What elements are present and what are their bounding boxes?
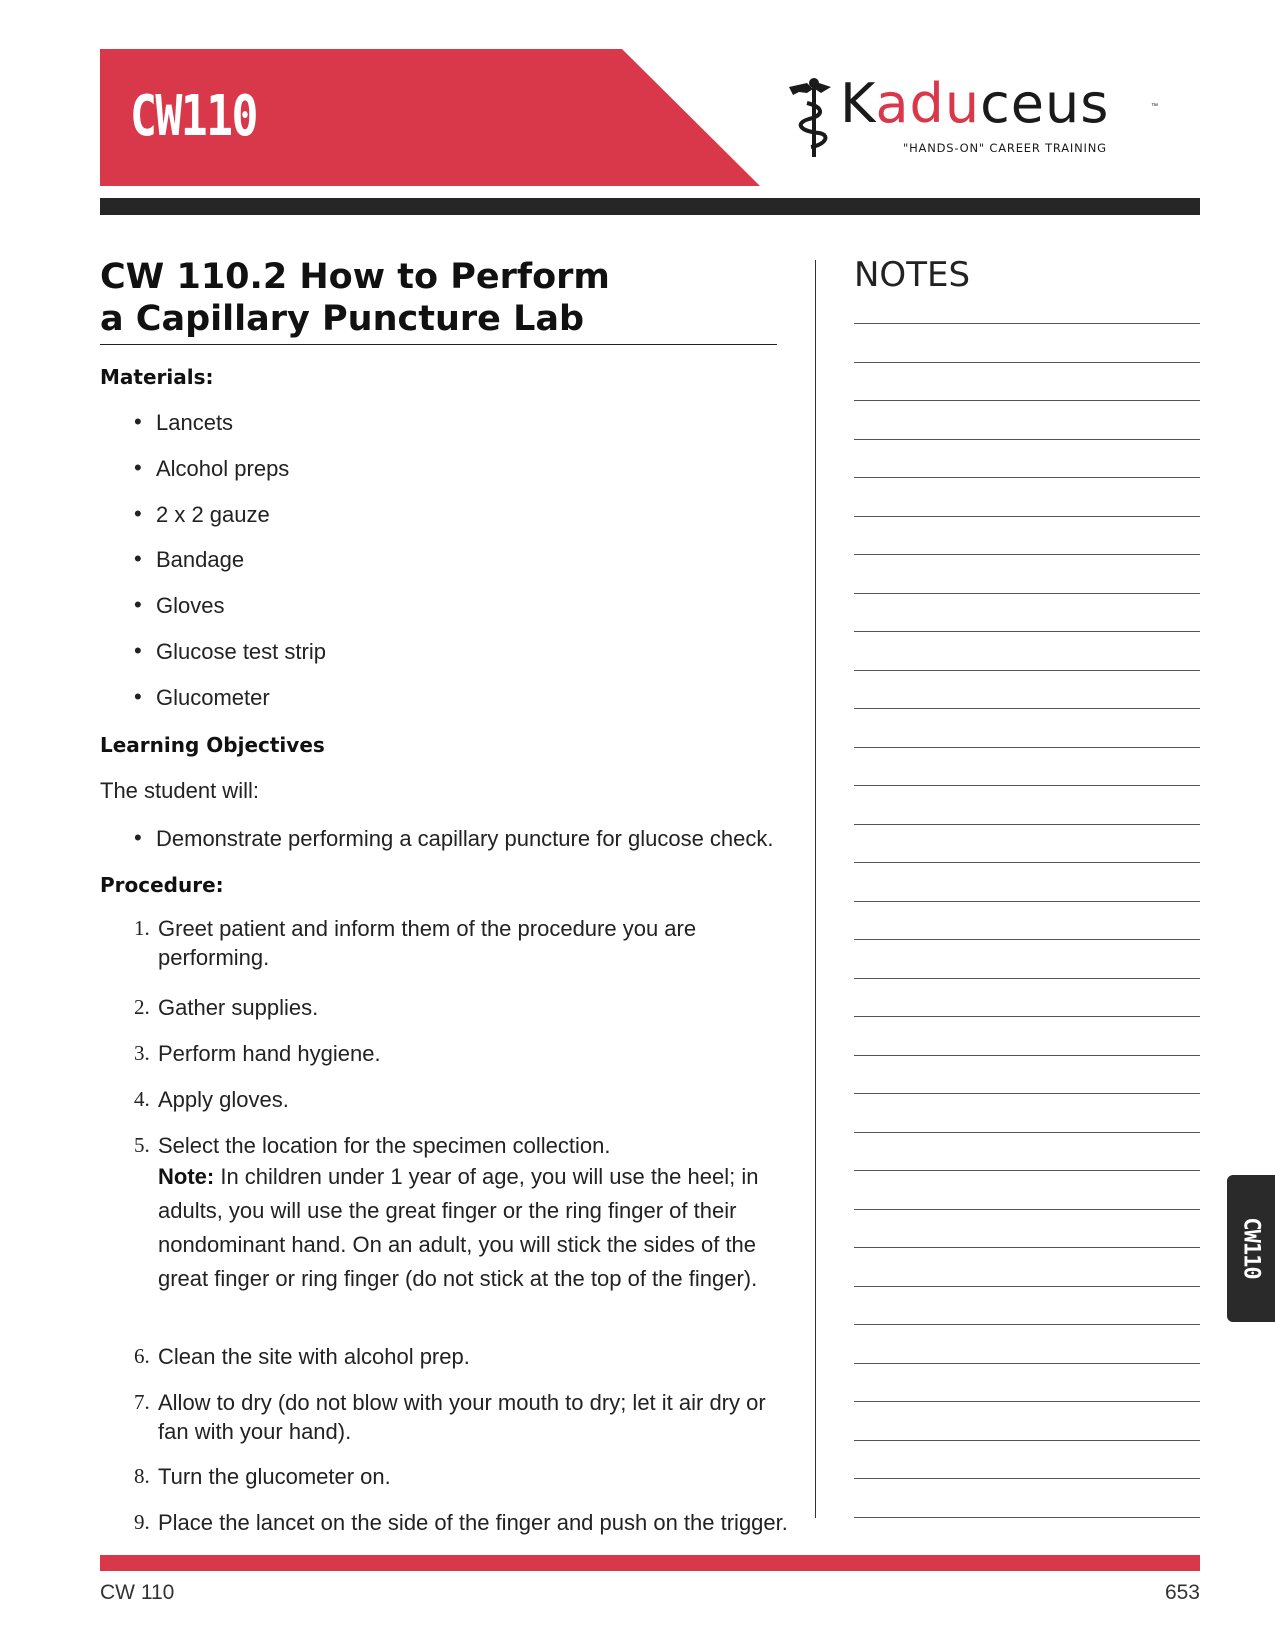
note-line: [854, 1209, 1200, 1210]
note-line: [854, 824, 1200, 825]
procedure-step: Allow to dry (do not blow with your mouth to dry; let it air dry or fan with your hand).: [158, 1390, 766, 1444]
note-line: [854, 323, 1200, 324]
note-line: [854, 439, 1200, 440]
logo-wordmark: Kaduceus: [840, 72, 1110, 135]
footer-course: CW 110: [100, 1581, 175, 1604]
side-tab-label: CW110: [1238, 1217, 1264, 1279]
notes-title: NOTES: [854, 255, 971, 295]
step-number: 9.: [134, 1510, 150, 1534]
note-line: [854, 1324, 1200, 1325]
note-line: [854, 1363, 1200, 1364]
note-line: [854, 1286, 1200, 1287]
note-label: Note:: [158, 1164, 215, 1189]
procedure-step: Apply gloves.: [158, 1087, 289, 1112]
note-line: [854, 1093, 1200, 1094]
note-line: [854, 670, 1200, 671]
procedure-step: Turn the glucometer on.: [158, 1464, 391, 1489]
note-line: [854, 362, 1200, 363]
note-line: [854, 1170, 1200, 1171]
note-text: In children under 1 year of age, you will use the heel; in adults, you will use the great finger or the ring finger of their nondominant hand. On an adult, you will stick the sides of the great finger or ring finger (do not stick at the top of the finger).: [158, 1164, 759, 1291]
note-line: [854, 901, 1200, 902]
step-number: 2.: [134, 995, 150, 1019]
step-number: 1.: [134, 916, 150, 940]
objectives-intro: The student will:: [100, 778, 259, 803]
note-line: [854, 477, 1200, 478]
step-number: 3.: [134, 1041, 150, 1065]
logo-tagline: "HANDS-ON" CAREER TRAINING: [903, 141, 1107, 155]
note-line: [854, 1517, 1200, 1518]
note-line: [854, 1132, 1200, 1133]
page-title: CW 110.2 How to Perform a Capillary Puncture Lab: [100, 257, 610, 339]
step-number: 4.: [134, 1087, 150, 1111]
procedure-step: Gather supplies.: [158, 995, 319, 1020]
materials-heading: Materials:: [100, 365, 214, 389]
note-line: [854, 1055, 1200, 1056]
note-line: [854, 400, 1200, 401]
procedure-heading: Procedure:: [100, 873, 224, 897]
header-rule: [100, 198, 1200, 215]
procedure-step: Clean the site with alcohol prep.: [158, 1344, 470, 1369]
logo-trademark: ™: [1151, 103, 1158, 110]
note-line: [854, 593, 1200, 594]
kaduceus-logo: [785, 72, 1185, 165]
note-line: [854, 708, 1200, 709]
course-code: CW110: [130, 84, 257, 149]
note-line: [854, 978, 1200, 979]
title-underline: [100, 344, 777, 345]
note-line: [854, 516, 1200, 517]
procedure-step: Greet patient and inform them of the procedure you are performing.: [158, 916, 697, 970]
step-number: 6.: [134, 1344, 150, 1368]
caduceus-icon: [785, 75, 845, 165]
note-line: [854, 1440, 1200, 1441]
step-number: 8.: [134, 1464, 150, 1488]
side-tab: [1227, 1175, 1275, 1322]
note-line: [854, 1401, 1200, 1402]
objectives-heading: Learning Objectives: [100, 733, 325, 757]
note-line: [854, 939, 1200, 940]
step-number: 7.: [134, 1390, 150, 1414]
note-line: [854, 1478, 1200, 1479]
note-line: [854, 554, 1200, 555]
note-line: [854, 747, 1200, 748]
procedure-step: Place the lancet on the side of the finger and push on the trigger.: [158, 1510, 788, 1535]
procedure-step: Select the location for the specimen collection.: [158, 1133, 611, 1158]
procedure-step: Perform hand hygiene.: [158, 1041, 381, 1066]
column-divider: [815, 260, 816, 1518]
procedure-note: [158, 1160, 773, 1296]
page-number: 653: [1164, 1581, 1200, 1604]
note-line: [854, 1247, 1200, 1248]
note-line: [854, 631, 1200, 632]
note-line: [854, 1016, 1200, 1017]
footer-bar: [100, 1555, 1200, 1571]
step-number: 5.: [134, 1133, 150, 1157]
note-line: [854, 862, 1200, 863]
note-line: [854, 785, 1200, 786]
